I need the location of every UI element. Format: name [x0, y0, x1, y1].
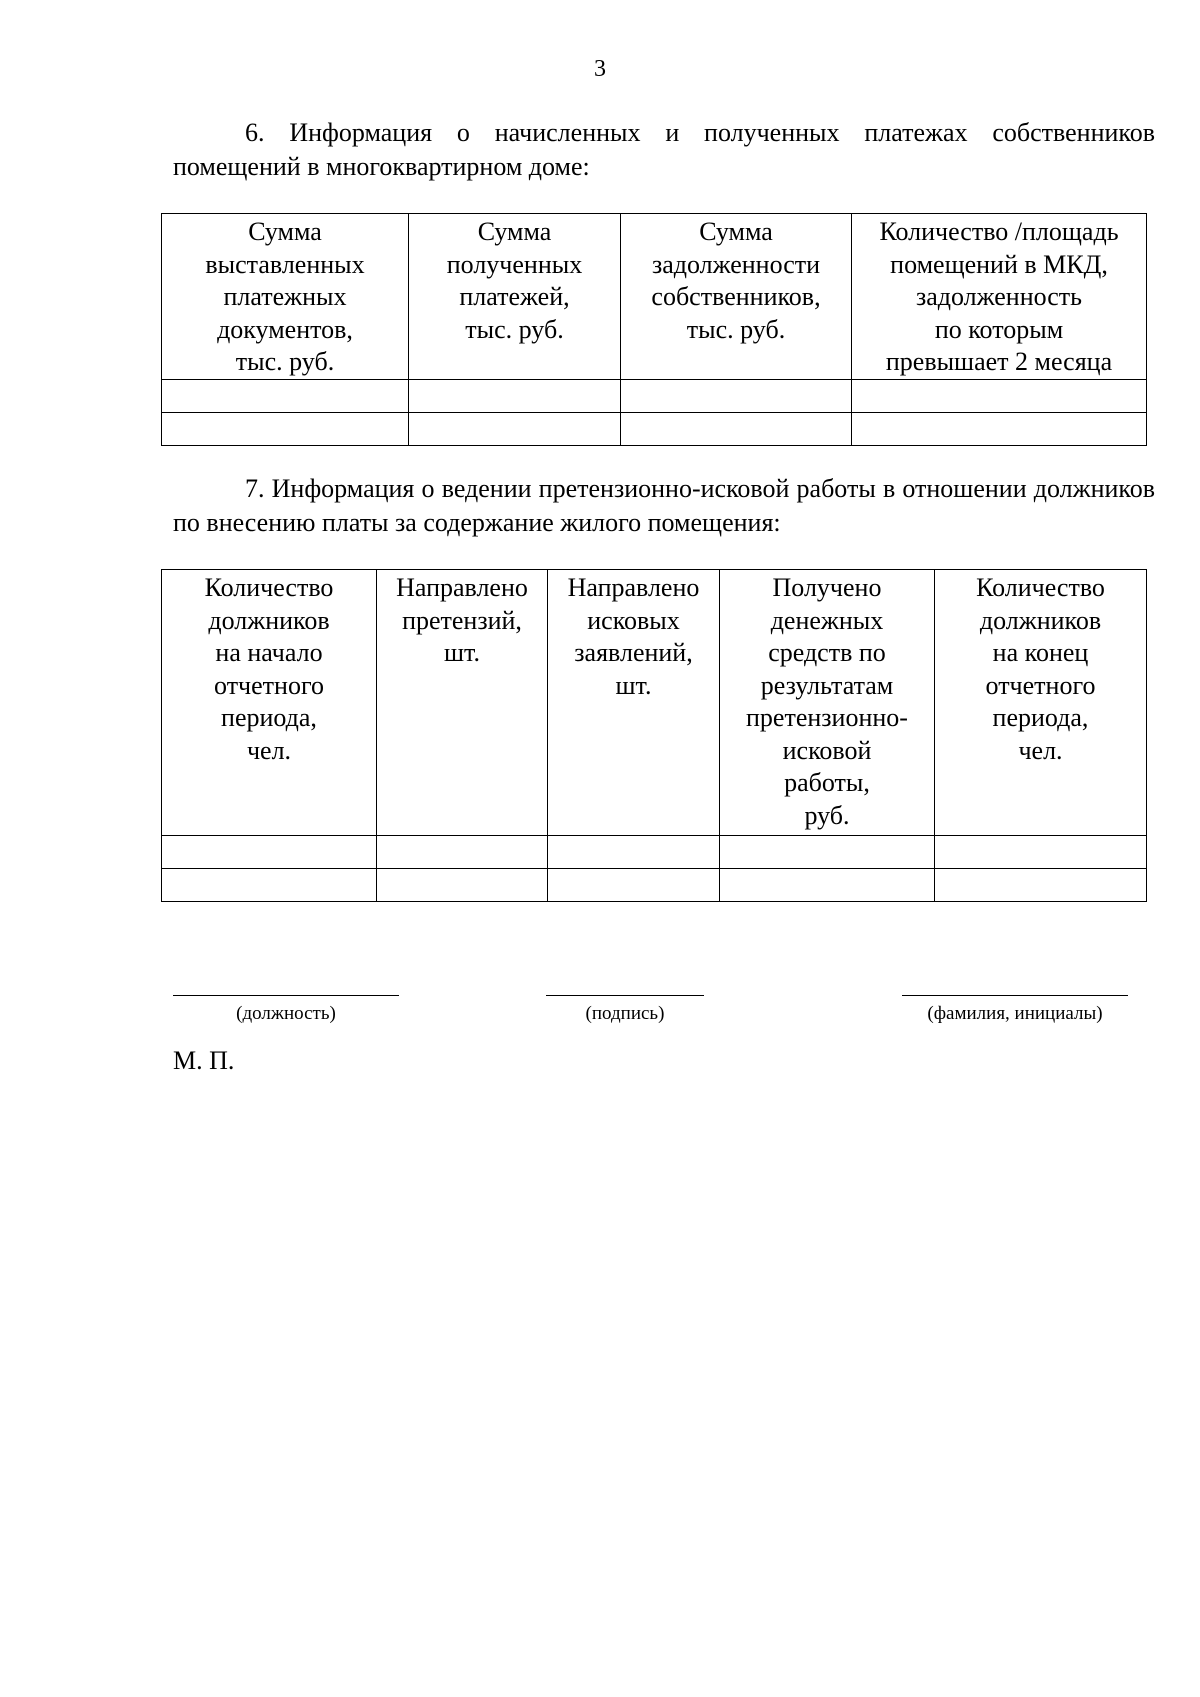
claims-table [161, 569, 1147, 902]
table-row [162, 412, 1147, 445]
table-cell[interactable] [935, 836, 1147, 869]
payments-table [161, 213, 1147, 446]
table-cell[interactable] [548, 836, 720, 869]
signature-line [546, 995, 704, 996]
col-received-amount: Сумма полученных платежей, тыс. руб. [409, 214, 621, 380]
page-number: 3 [594, 56, 606, 82]
col-funds-recovered: Получено денежных средств по результатам претензионно- исковой работы, руб. [720, 570, 935, 836]
table-cell[interactable] [621, 412, 852, 445]
table-cell[interactable] [852, 412, 1147, 445]
col-lawsuits-filed: Направлено исковых заявлений, шт. [548, 570, 720, 836]
table-cell[interactable] [409, 379, 621, 412]
table-cell[interactable] [720, 836, 935, 869]
section-7-heading: 7. Информация о ведении претензионно-исковой работы в отношении должников по внесению платы за содержание жилого помещения: [173, 474, 1155, 537]
name-signature-line [902, 995, 1128, 996]
col-debtors-end: Количество должников на конец отчетного периода, чел. [935, 570, 1147, 836]
table-cell[interactable] [935, 869, 1147, 902]
table-cell[interactable] [409, 412, 621, 445]
col-debtors-start: Количество должников на начало отчетного периода, чел. [162, 570, 377, 836]
table-cell[interactable] [162, 412, 409, 445]
section-6-heading: 6. Информация о начисленных и полученных платежах собственников помещений в многоквартирном доме: [173, 118, 1155, 181]
table-cell[interactable] [162, 379, 409, 412]
payments-table-header-row [162, 214, 1147, 380]
col-debtor-premises: Количество /площадь помещений в МКД, задолженность по которым превышает 2 месяца [852, 214, 1147, 380]
table-cell[interactable] [377, 869, 548, 902]
table-cell[interactable] [548, 869, 720, 902]
table-row [162, 379, 1147, 412]
table-cell[interactable] [162, 836, 377, 869]
position-signature-line [173, 995, 399, 996]
table-cell[interactable] [852, 379, 1147, 412]
table-cell[interactable] [162, 869, 377, 902]
stamp-label: М. П. [173, 1046, 235, 1075]
table-cell[interactable] [621, 379, 852, 412]
claims-table-header-row [162, 570, 1147, 836]
col-claims-sent: Направлено претензий, шт. [377, 570, 548, 836]
col-billed-amount: Сумма выставленных платежных документов, тыс. руб. [162, 214, 409, 380]
table-row [162, 836, 1147, 869]
position-caption: (должность) [236, 1003, 336, 1024]
col-debt-amount: Сумма задолженности собственников, тыс. руб. [621, 214, 852, 380]
table-cell[interactable] [377, 836, 548, 869]
table-cell[interactable] [720, 869, 935, 902]
name-caption: (фамилия, инициалы) [927, 1003, 1103, 1024]
table-row [162, 869, 1147, 902]
signature-caption: (подпись) [585, 1003, 665, 1024]
